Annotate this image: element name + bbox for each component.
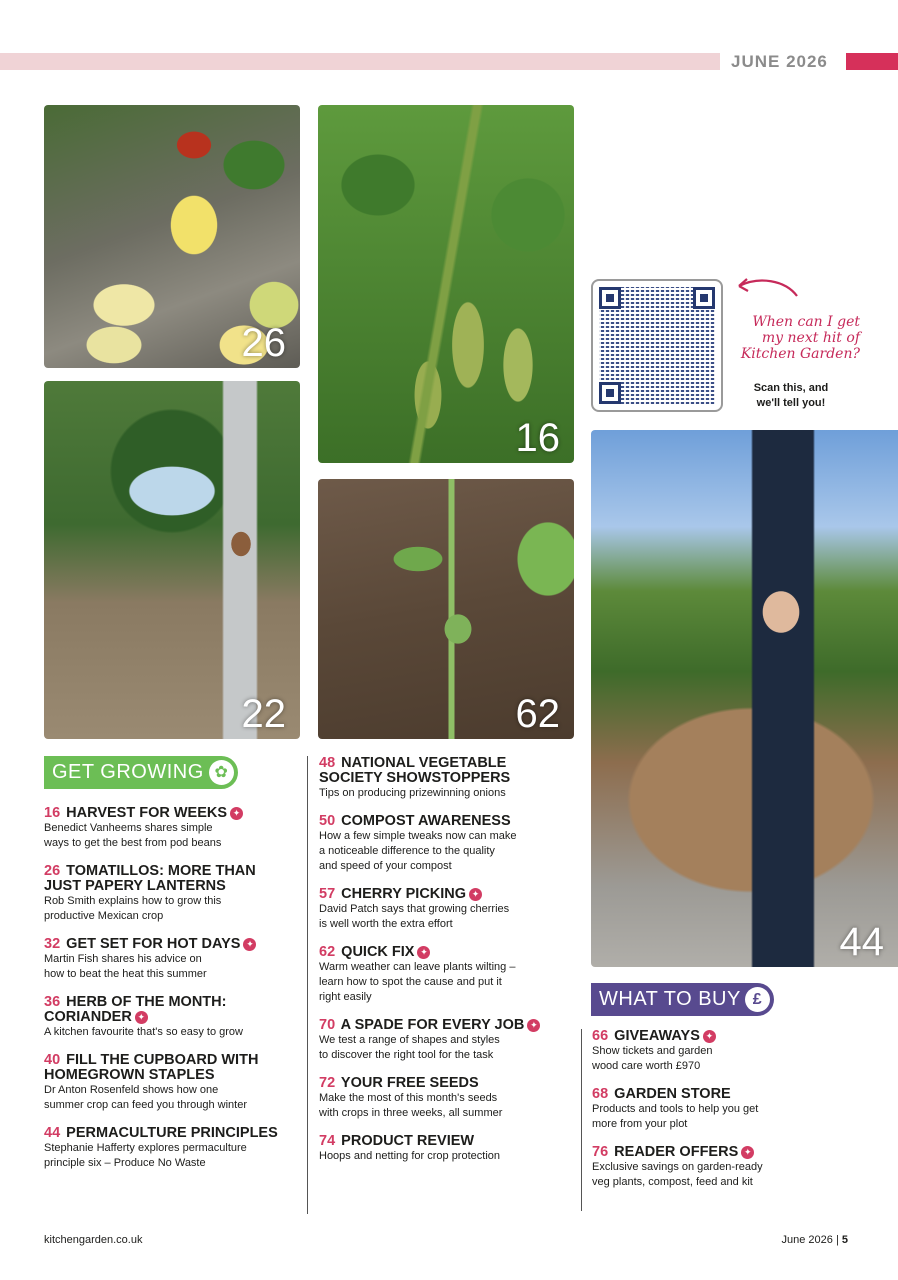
item-description-line: Martin Fish shares his advice on: [44, 953, 202, 965]
item-heading: [44, 995, 294, 1025]
item-description-line: summer crop can feed you through winter: [44, 1099, 247, 1111]
item-title-line2: JUST PAPERY LANTERNS: [44, 878, 226, 894]
photo-pod-beans[interactable]: [318, 105, 574, 463]
contents-item[interactable]: [319, 1134, 565, 1164]
photo-page-number: 26: [241, 321, 286, 365]
item-title: NATIONAL VEGETABLE: [341, 755, 507, 771]
item-heading: [319, 814, 565, 829]
photo-garden-woman[interactable]: [44, 381, 300, 739]
item-page: 50: [319, 813, 336, 829]
item-page: 40: [44, 1052, 61, 1068]
item-description-line: Exclusive savings on garden-ready: [592, 1161, 763, 1173]
contents-item[interactable]: [44, 937, 294, 982]
star-icon: ✦: [703, 1030, 716, 1043]
section-heading-what-to-buy: [591, 983, 774, 1016]
contents-item[interactable]: [592, 1029, 796, 1074]
item-page: 16: [44, 805, 61, 821]
contents-column-get-growing: [44, 806, 294, 1184]
item-title: HARVEST FOR WEEKS: [66, 805, 228, 821]
item-title: GIVEAWAYS: [614, 1028, 700, 1044]
contents-item[interactable]: [319, 887, 565, 932]
item-title: READER OFFERS: [614, 1144, 739, 1160]
item-title: PERMACULTURE PRINCIPLES: [66, 1125, 278, 1141]
contents-item[interactable]: [319, 1018, 565, 1063]
qr-finder-pattern: [599, 287, 621, 309]
photo-page-number: 62: [515, 692, 560, 736]
handwritten-line: When can I get: [752, 314, 860, 330]
item-page: 36: [44, 994, 61, 1010]
item-page: 44: [44, 1125, 61, 1141]
item-description-line: David Patch says that growing cherries: [319, 903, 510, 915]
item-page: 32: [44, 936, 61, 952]
qr-instruction: [736, 381, 846, 411]
item-description-line: to discover the right tool for the task: [319, 1049, 494, 1061]
contents-item[interactable]: [44, 806, 294, 851]
star-icon: ✦: [135, 1011, 148, 1024]
curved-arrow-icon: [733, 276, 801, 298]
contents-item[interactable]: [319, 945, 565, 1005]
qr-code[interactable]: [591, 279, 723, 412]
item-heading: [592, 1029, 796, 1044]
item-title: CHERRY PICKING: [341, 886, 467, 902]
section-heading-get-growing: [44, 756, 238, 789]
qr-code-pattern: [599, 287, 715, 404]
item-title-line2: CORIANDER: [44, 1009, 132, 1025]
contents-item[interactable]: [44, 995, 294, 1040]
qr-finder-pattern: [599, 382, 621, 404]
item-description-line: more from your plot: [592, 1118, 688, 1130]
item-description-line: We test a range of shapes and styles: [319, 1034, 500, 1046]
section-title: GET GROWING: [52, 761, 204, 783]
qr-finder-pattern: [693, 287, 715, 309]
item-description-line: Tips on producing prizewinning onions: [319, 787, 506, 799]
photo-page-number: 16: [515, 416, 560, 460]
star-icon: ✦: [243, 938, 256, 951]
item-page: 62: [319, 944, 336, 960]
photo-seedling[interactable]: [318, 479, 574, 739]
item-description-line: Show tickets and garden: [592, 1045, 713, 1057]
item-heading: [319, 1018, 565, 1033]
item-description-line: principle six – Produce No Waste: [44, 1157, 206, 1169]
item-description-line: a noticeable difference to the quality: [319, 845, 495, 857]
star-icon: ✦: [417, 946, 430, 959]
item-heading: [44, 806, 294, 821]
contents-item[interactable]: [44, 864, 294, 924]
footer-separator: |: [835, 1234, 839, 1246]
contents-item[interactable]: [44, 1053, 294, 1113]
item-heading: [44, 1126, 294, 1141]
item-page: 57: [319, 886, 336, 902]
contents-column-middle: [307, 756, 565, 1214]
item-heading: [319, 1076, 565, 1091]
item-page: 26: [44, 863, 61, 879]
item-page: 76: [592, 1144, 609, 1160]
item-title: A SPADE FOR EVERY JOB: [340, 1017, 525, 1033]
contents-item[interactable]: [319, 814, 565, 874]
photo-page-number: 22: [241, 692, 286, 736]
item-description-line: and speed of your compost: [319, 860, 452, 872]
contents-item[interactable]: [319, 1076, 565, 1121]
item-heading: [44, 864, 294, 894]
item-heading: [319, 1134, 565, 1149]
item-description-line: Products and tools to help you get: [592, 1103, 759, 1115]
footer-folio: [782, 1234, 849, 1246]
item-title-line2: SOCIETY SHOWSTOPPERS: [319, 770, 511, 786]
item-description-line: Warm weather can leave plants wilting –: [319, 961, 516, 973]
qr-handwritten-prompt: [730, 314, 860, 362]
item-heading: [592, 1087, 796, 1102]
item-description-line: is well worth the extra effort: [319, 918, 453, 930]
item-description-line: wood care worth £970: [592, 1060, 701, 1072]
pound-icon: £: [745, 987, 770, 1012]
contents-column-what-to-buy: [581, 1029, 796, 1211]
item-page: 68: [592, 1086, 609, 1102]
item-description-line: with crops in three weeks, all summer: [319, 1107, 503, 1119]
footer-website[interactable]: kitchengarden.co.uk: [44, 1234, 143, 1246]
star-icon: ✦: [469, 888, 482, 901]
item-heading: [319, 887, 565, 902]
handwritten-line: Kitchen Garden?: [740, 346, 860, 362]
handwritten-line: my next hit of: [761, 330, 860, 346]
item-page: 48: [319, 755, 336, 771]
item-heading: [319, 945, 565, 960]
item-page: 66: [592, 1028, 609, 1044]
header-accent-bar: [846, 53, 898, 70]
item-title: QUICK FIX: [341, 944, 415, 960]
item-description-line: how to beat the heat this summer: [44, 968, 207, 980]
qr-instruction-line: we'll tell you!: [756, 397, 826, 409]
item-title: TOMATILLOS: MORE THAN: [66, 863, 256, 879]
item-description-line: Benedict Vanheems shares simple: [44, 822, 213, 834]
item-description-line: right easily: [319, 991, 372, 1003]
item-description-line: How a few simple tweaks now can make: [319, 830, 517, 842]
qr-instruction-line: Scan this, and: [753, 382, 829, 394]
item-description-line: Stephanie Hafferty explores permaculture: [44, 1142, 247, 1154]
item-heading: [44, 1053, 294, 1083]
item-description-line: A kitchen favourite that's so easy to grow: [44, 1026, 243, 1038]
star-icon: ✦: [230, 807, 243, 820]
item-title-line2: HOMEGROWN STAPLES: [44, 1067, 215, 1083]
issue-date: JUNE 2026: [731, 52, 828, 71]
item-description-line: learn how to spot the cause and put it: [319, 976, 502, 988]
item-page: 74: [319, 1133, 336, 1149]
item-heading: [592, 1145, 796, 1160]
item-heading: [319, 756, 565, 786]
header-band: [0, 53, 720, 70]
item-title: FILL THE CUPBOARD WITH: [66, 1052, 259, 1068]
item-title: GET SET FOR HOT DAYS: [66, 936, 241, 952]
item-title: PRODUCT REVIEW: [341, 1133, 475, 1149]
item-description-line: ways to get the best from pod beans: [44, 837, 222, 849]
section-title: WHAT TO BUY: [599, 988, 741, 1010]
item-title: YOUR FREE SEEDS: [340, 1075, 479, 1091]
item-description-line: Make the most of this month's seeds: [319, 1092, 498, 1104]
item-page: 70: [319, 1017, 336, 1033]
page-number: 5: [841, 1234, 848, 1246]
contents-item[interactable]: [319, 756, 565, 801]
item-title: COMPOST AWARENESS: [341, 813, 511, 829]
item-description-line: productive Mexican crop: [44, 910, 164, 922]
item-page: 72: [319, 1075, 336, 1091]
item-title: GARDEN STORE: [614, 1086, 731, 1102]
item-title: HERB OF THE MONTH:: [66, 994, 227, 1010]
item-heading: [44, 937, 294, 952]
footer-date: June 2026: [781, 1234, 833, 1246]
item-description-line: Dr Anton Rosenfeld shows how one: [44, 1084, 219, 1096]
leaf-icon: ✿: [209, 760, 234, 785]
photo-woodchip-woman[interactable]: [591, 430, 898, 967]
item-description-line: Hoops and netting for crop protection: [319, 1150, 501, 1162]
star-icon: ✦: [527, 1019, 540, 1032]
contents-item[interactable]: [592, 1145, 796, 1190]
item-description-line: Rob Smith explains how to grow this: [44, 895, 222, 907]
contents-item[interactable]: [592, 1087, 796, 1132]
item-description-line: veg plants, compost, feed and kit: [592, 1176, 753, 1188]
contents-item[interactable]: [44, 1126, 294, 1171]
photo-page-number: 44: [839, 920, 884, 964]
photo-tomatillos[interactable]: [44, 105, 300, 368]
star-icon: ✦: [741, 1146, 754, 1159]
